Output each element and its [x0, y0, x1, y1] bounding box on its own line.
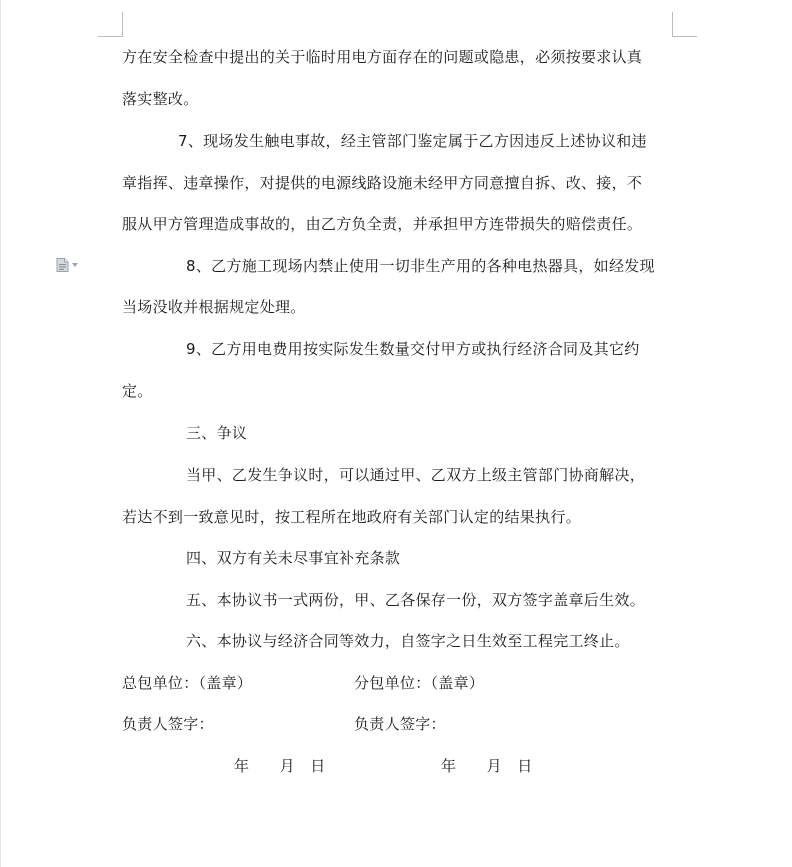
chevron-down-icon	[72, 263, 78, 267]
body-line: 7、现场发生触电事故，经主管部门鉴定属于乙方因违反上述协议和违	[178, 132, 647, 150]
subcontractor-signer: 负责人签字：	[354, 715, 446, 733]
top-right-margin-corner-mark	[672, 12, 697, 37]
body-line: 当甲、乙发生争议时，可以通过甲、乙双方上级主管部门协商解决，	[186, 466, 646, 484]
document-dropdown-icon[interactable]	[56, 258, 78, 272]
body-line: 六、本协议与经济合同等效力，自签字之日生效至工程完工终止。	[186, 632, 630, 650]
body-line: 若达不到一致意见时，按工程所在地政府有关部门认定的结果执行。	[122, 508, 582, 526]
body-line: 定。	[122, 382, 153, 400]
general-contractor-signer: 负责人签字：	[122, 715, 214, 733]
page-edge	[0, 0, 1, 867]
section-heading: 四、双方有关未尽事宜补充条款	[186, 549, 401, 567]
top-left-margin-corner-mark	[98, 12, 123, 37]
general-contractor-date: 年 月 日	[234, 757, 326, 775]
document-icon	[56, 258, 69, 272]
subcontractor-date: 年 月 日	[441, 757, 533, 775]
body-line: 章指挥、违章操作，对提供的电源线路设施未经甲方同意擅自拆、改、接，不	[122, 174, 643, 192]
body-line: 五、本协议书一式两份，甲、乙各保存一份，双方签字盖章后生效。	[186, 591, 646, 609]
subcontractor-unit: 分包单位：（盖章）	[354, 674, 485, 692]
general-contractor-unit: 总包单位：（盖章）	[122, 674, 253, 692]
body-line: 8、乙方施工现场内禁止使用一切非生产用的各种电热器具，如经发现	[186, 257, 655, 275]
section-heading: 三、争议	[186, 424, 248, 442]
body-line: 落实整改。	[122, 90, 199, 108]
body-line: 9、乙方用电费用按实际发生数量交付甲方或执行经济合同及其它约	[186, 340, 640, 358]
body-line: 当场没收并根据规定处理。	[122, 298, 306, 316]
body-line: 服从甲方管理造成事故的，由乙方负全责，并承担甲方连带损失的赔偿责任。	[122, 215, 643, 233]
body-line: 方在安全检查中提出的关于临时用电方面存在的问题或隐患，必须按要求认真	[122, 48, 643, 66]
